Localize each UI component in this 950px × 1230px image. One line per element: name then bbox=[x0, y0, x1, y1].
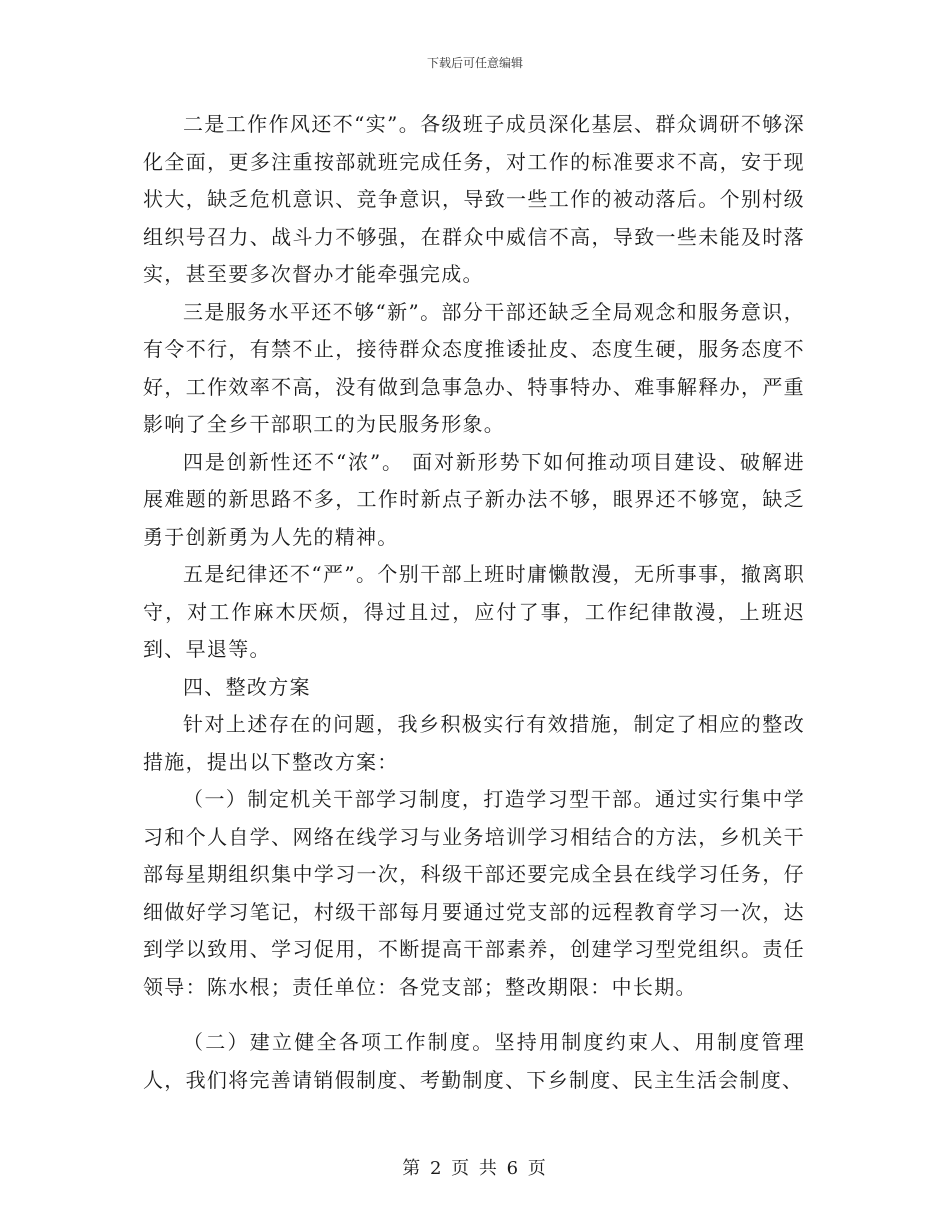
paragraph-measure-1: （一）制定机关干部学习制度，打造学习型干部。通过实行集中学习和个人自学、网络在线学习与业务培训学习相结合的方法，乡机关干部每星期组织集中学习一次，科级干部还要完成全县在线学习任务，仔细做好学习笔记，村级干部每月要通过党支部的远程教育学习一次，达到学以致用、学习促用，不断提高干部素养，创建学习型党组织。责任领导：陈水根；责任单位：各党支部；整改期限：中长期。 bbox=[143, 787, 805, 999]
paragraph-work-style: 二是工作作风还不“实”。各级班子成员深化基层、群众调研不够深化全面，更多注重按部就班完成任务，对工作的标准要求不高，安于现状大，缺乏危机意识、竞争意识，导致一些工作的被动落后。个别村级组织号召力、战斗力不够强，在群众中威信不高，导致一些未能及时落实，甚至要多次督办才能牵强完成。 bbox=[143, 112, 805, 286]
paragraph-service-level: 三是服务水平还不够“新”。部分干部还缺乏全局观念和服务意识，有令不行，有禁不止，接待群众态度推诿扯皮、态度生硬，服务态度不好，工作效率不高，没有做到急事急办、特事特办、难事解释办，严重影响了全乡干部职工的为民服务形象。 bbox=[143, 299, 805, 436]
paragraph-measure-2: （二）建立健全各项工作制度。坚持用制度约束人、用制度管理人，我们将完善请销假制度、考勤制度、下乡制度、民主生活会制度、 bbox=[143, 1030, 805, 1092]
paragraph-innovation: 四是创新性还不“浓”。 面对新形势下如何推动项目建设、破解进展难题的新思路不多，工作时新点子新办法不够，眼界还不够宽，缺乏勇于创新勇为人先的精神。 bbox=[143, 449, 805, 549]
section-heading-rectification-plan: 四、整改方案 bbox=[183, 674, 311, 699]
paragraph-discipline: 五是纪律还不“严”。个别干部上班时庸懒散漫，无所事事，撤离职守，对工作麻木厌烦，得过且过，应付了事，工作纪律散漫，上班迟到、早退等。 bbox=[143, 562, 805, 661]
document-body bbox=[143, 106, 805, 1099]
header-note: 下载后可任意编辑 bbox=[426, 56, 523, 70]
page-number-footer: 第 2 页 共 6 页 bbox=[402, 1158, 548, 1179]
paragraph-plan-intro: 针对上述存在的问题，我乡积极实行有效措施，制定了相应的整改措施，提出以下整改方案： bbox=[143, 712, 805, 774]
